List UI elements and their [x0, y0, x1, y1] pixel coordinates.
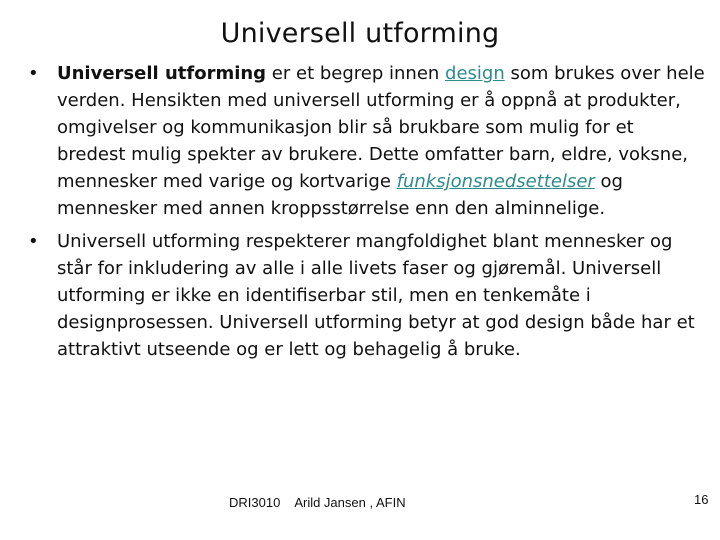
- footer-author: Arild Jansen , AFIN: [294, 495, 406, 510]
- bullet-text: Universell utforming respekterer mangfoldighet blant mennesker og står for inkludering av alle i alle livets faser og gjøremål. Universell utforming er ikke en identifiserbar stil, men en tenkemåte i designprosessen. Universell utforming betyr at god design både har et attraktivt utseende og er lett og behagelig å bruke.: [57, 231, 695, 360]
- footer-course: DRI3010: [229, 495, 281, 510]
- funksjonsnedsettelser-link[interactable]: funksjonsnedsettelser: [396, 171, 595, 192]
- bullet-text-segment: som brukes over hele verden. Hensikten med universell utforming er å oppnå at produkter, omgivelser og kommunikasjon blir så brukbare som mulig for et bredest mulig spekter av brukere. Dette omfatter barn, eldre, voksne, mennesker med varige og kortvarige: [57, 63, 705, 192]
- bullet-item-2: [26, 228, 706, 363]
- slide-content: [26, 60, 706, 369]
- bullet-item-1: [26, 60, 706, 222]
- bullet-text-segment: er et begrep innen: [266, 63, 446, 84]
- bullet-icon: •: [28, 231, 39, 252]
- bullet-icon: •: [28, 63, 39, 84]
- design-link[interactable]: design: [445, 63, 505, 84]
- slide-title: Universell utforming: [220, 18, 500, 49]
- page-number: 16: [694, 492, 709, 507]
- bullet-lead-term: Universell utforming: [57, 63, 267, 84]
- bullet-text-segment: og mennesker med annen kroppsstørrelse enn den alminnelige.: [57, 171, 623, 219]
- slide-footer: [229, 495, 406, 510]
